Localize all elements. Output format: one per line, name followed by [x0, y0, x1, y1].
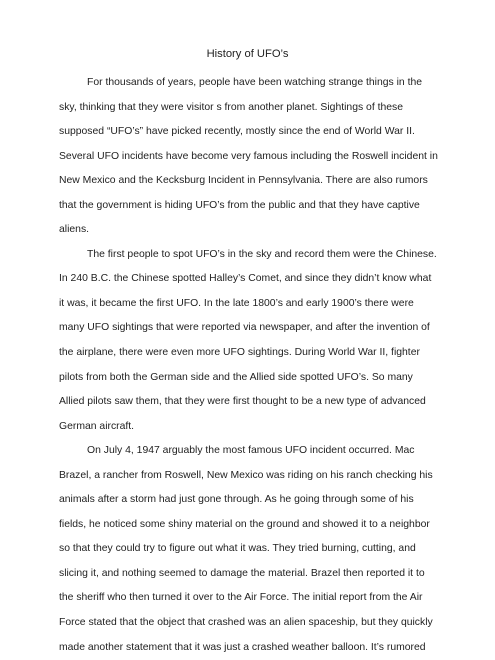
- paragraph-1-line-2: sky, thinking that they were visitor s from another planet. Sightings of these: [59, 101, 404, 113]
- paragraph-2-line-8: German aircraft.: [59, 420, 135, 432]
- document-body: [59, 71, 454, 660]
- paragraph-1-line-6: that the government is hiding UFO’s from the public and that they have captive: [59, 199, 420, 211]
- paragraph-2-line-3: it was, it became the first UFO. In the late 1800’s and early 1900’s there were: [59, 297, 414, 309]
- paragraph-1-line-4: Several UFO incidents have become very famous including the Roswell incident in: [59, 150, 438, 162]
- paragraph-2-line-7: Allied pilots saw them, that they were first thought to be a new type of advanced: [59, 396, 426, 408]
- paragraph-3-line-5: so that they could try to figure out what it was. They tried burning, cutting, and: [59, 543, 416, 555]
- document-title: History of UFO’s: [206, 48, 289, 60]
- paragraph-2-line-6: pilots from both the German side and the Allied side spotted UFO’s. So many: [59, 371, 413, 383]
- paragraph-2-line-4: many UFO sightings that were reported via newspaper, and after the invention of: [59, 322, 430, 334]
- paragraph-1-line-5: New Mexico and the Kecksburg Incident in Pennsylvania. There are also rumors: [59, 175, 428, 187]
- paragraph-2-line-2: In 240 B.C. the Chinese spotted Halley’s Comet, and since they didn’t know what: [59, 273, 432, 285]
- paragraph-1-line-7: aliens.: [59, 224, 90, 236]
- paragraph-3-line-1: On July 4, 1947 arguably the most famous UFO incident occurred. Mac: [87, 445, 415, 457]
- paragraph-3-line-8: Force stated that the object that crashed was an alien spaceship, but they quickly: [59, 617, 433, 629]
- paragraph-1-line-1: For thousands of years, people have been watching strange things in the: [87, 77, 423, 88]
- paragraph-3-line-9: made another statement that it was just a crashed weather balloon. It’s rumored: [59, 641, 426, 653]
- paragraph-2-line-5: the airplane, there were even more UFO sightings. During World War II, fighter: [59, 347, 420, 359]
- paragraph-3-line-7: the sheriff who then turned it over to the Air Force. The initial report from the Air: [59, 592, 423, 604]
- paragraph-3-line-6: slicing it, and nothing seemed to damage the material. Brazel then reported it to: [59, 567, 425, 579]
- paragraph-2-line-1: The first people to spot UFO’s in the sky and record them were the Chinese.: [87, 248, 437, 260]
- paragraph-1-line-3: supposed “UFO’s” have picked recently, mostly since the end of World War II.: [59, 126, 415, 138]
- paragraph-3-line-2: Brazel, a rancher from Roswell, New Mexico was riding on his ranch checking his: [59, 469, 433, 481]
- paragraph-3-line-4: fields, he noticed some shiny material on the ground and showed it to a neighbor: [59, 518, 430, 530]
- paragraph-3-line-3: animals after a storm had just gone through. As he going through some of his: [59, 494, 414, 506]
